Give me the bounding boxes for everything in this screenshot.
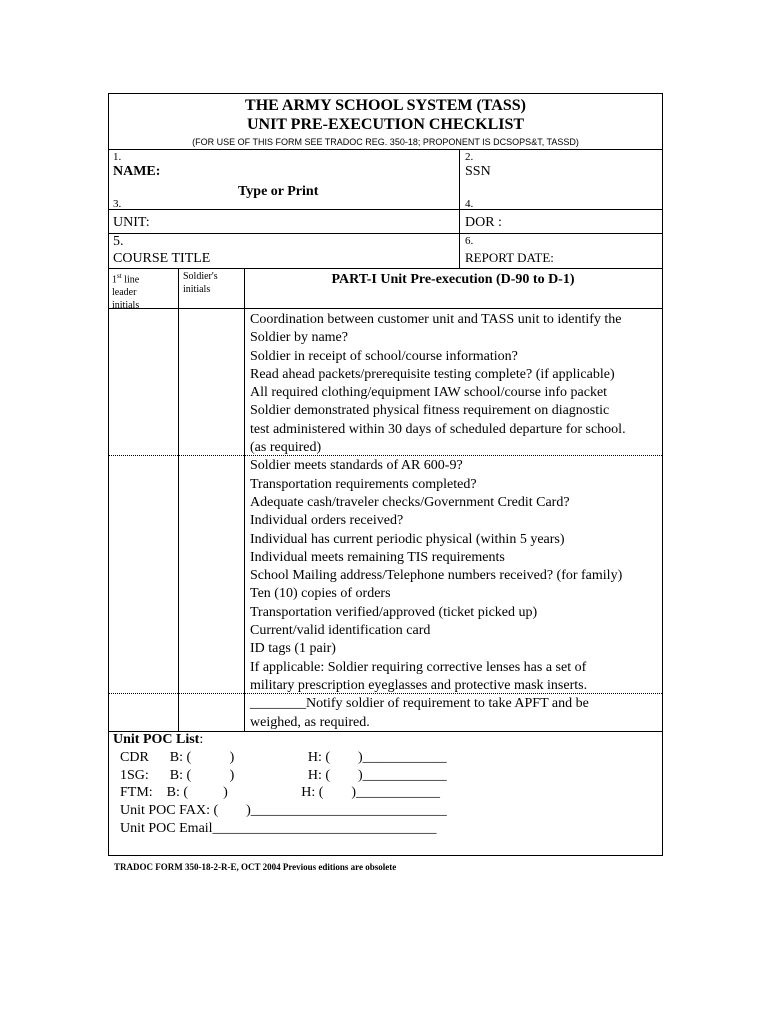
field-number: 4. [465,198,474,210]
dor-label[interactable]: DOR : [465,215,502,230]
checklist-item: School Mailing address/Telephone numbers received? (for family) [250,568,623,584]
leader-initials-leader: leader [112,287,137,299]
checklist-item: (as required) [250,440,322,456]
checklist-item: test administered within 30 days of scheduled departure for school. [250,421,626,437]
soldier-initials-a: Soldier's [183,271,218,282]
checklist-form [108,93,663,856]
divider [109,268,662,269]
checklist-item: Adequate cash/traveler checks/Government Credit Card? [250,494,570,510]
checklist-item: Coordination between customer unit and TASS unit to identify the [250,312,622,327]
leader-initials-sup: st [117,272,122,280]
checklist-item: Individual orders received? [250,513,404,529]
checklist-item: Soldier meets standards of AR 600-9? [250,458,463,474]
field-number: 1. [113,151,122,163]
checklist-item: Transportation verified/approved (ticket picked up) [250,604,538,620]
soldier-initials-b: initials [183,284,211,295]
checklist-item: Current/valid identification card [250,623,431,639]
checklist-item: weighed, as required. [250,714,370,730]
poc-row-fax[interactable]: Unit POC FAX: ( )____________________________ [113,803,447,819]
checklist-item: Individual has current periodic physical (within 5 years) [250,531,565,547]
form-title-line2: UNIT PRE-EXECUTION CHECKLIST [246,116,525,133]
checklist-item: ID tags (1 pair) [250,641,336,657]
divider [109,308,662,309]
soldier-initials-header [183,270,218,296]
poc-row-cdr[interactable]: CDR B: ( ) H: ( )____________ [113,749,447,765]
checklist-item: military prescription eyeglasses and protective mask inserts. [250,677,588,693]
checklist-item: Individual meets remaining TIS requirements [250,549,505,565]
field-number: 2. [465,151,474,163]
type-or-print-note: Type or Print [238,184,319,199]
field-number: 6. [465,235,474,247]
checklist-item: Ten (10) copies of orders [250,586,391,602]
divider [109,233,662,234]
leader-initials-line: line [121,274,140,286]
checklist-items [250,311,660,732]
checklist-item: ________Notify soldier of requirement to take APFT and be [250,696,589,712]
divider [244,268,245,731]
divider [459,149,460,209]
poc-heading [113,731,447,749]
unit-poc-list [113,731,447,838]
checklist-item: If applicable: Soldier requiring corrective lenses has a set of [250,659,587,675]
checklist-item: Soldier by name? [250,330,348,346]
poc-heading-text: Unit POC List [113,732,200,747]
poc-row-email[interactable]: Unit POC Email________________________________ [113,820,437,836]
form-footer: TRADOC FORM 350-18-2-R-E, OCT 2004 Previous editions are obsolete [114,862,397,872]
checklist-item: Soldier in receipt of school/course information? [250,348,518,364]
part-title: PART-I Unit Pre-execution (D-90 to D-1) [331,272,575,287]
name-label[interactable]: NAME: [113,164,161,179]
course-title-label[interactable]: COURSE TITLE [113,251,211,266]
unit-label[interactable]: UNIT: [113,215,150,230]
checklist-item: Soldier demonstrated physical fitness requirement on diagnostic [250,403,610,419]
field-number: 3. [113,198,122,210]
divider [109,149,662,150]
checklist-item: All required clothing/equipment IAW school/course info packet [250,385,608,401]
ssn-label[interactable]: SSN [465,164,491,179]
leader-initials-header [112,270,139,312]
form-title-line1: THE ARMY SCHOOL SYSTEM (TASS) [245,97,526,114]
checklist-item: Transportation requirements completed? [250,476,477,492]
checklist-item: Read ahead packets/prerequisite testing complete? (if applicable) [250,366,615,382]
poc-row-1sg[interactable]: 1SG: B: ( ) H: ( )____________ [113,767,447,783]
poc-row-ftm[interactable]: FTM: B: ( ) H: ( )____________ [113,785,441,801]
form-subtitle: (FOR USE OF THIS FORM SEE TRADOC REG. 350-18; PROPONENT IS DCSOPS&T, TASSD) [192,137,579,147]
divider [109,209,662,210]
divider [178,268,179,731]
poc-heading-colon: : [199,732,204,747]
divider [459,209,460,268]
leader-initials-1: 1 [112,274,117,286]
report-date-label[interactable]: REPORT DATE: [465,250,554,265]
field-number: 5. [113,234,124,249]
leader-initials-initials: initials [112,300,140,312]
